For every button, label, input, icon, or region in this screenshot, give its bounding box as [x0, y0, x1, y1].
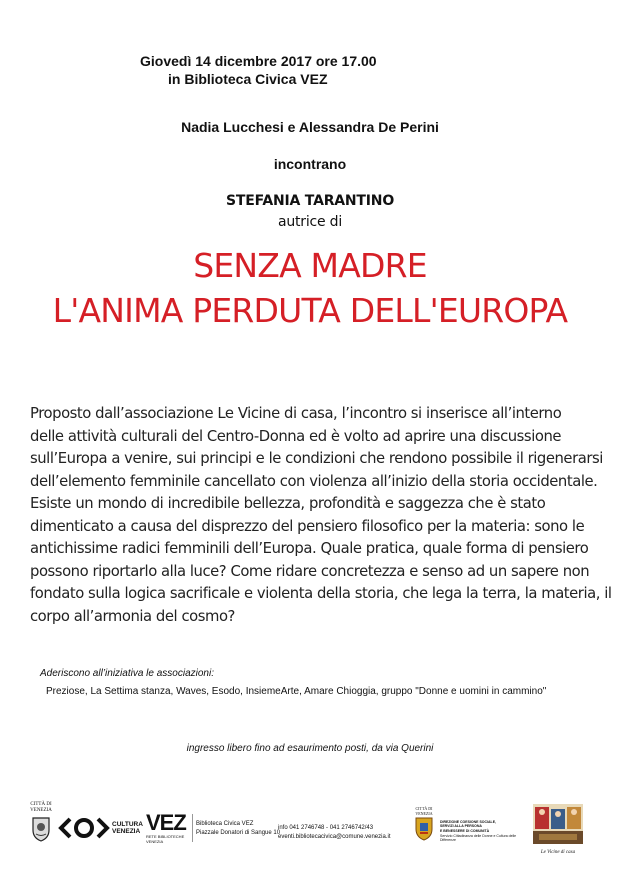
- meet-verb: incontrano: [273, 156, 347, 172]
- department-logo: [412, 806, 524, 850]
- library-contacts: [278, 824, 390, 842]
- description-line: dimenticato a causa del disprezzo del pensiero filosofico per la materia: sono le: [30, 517, 585, 535]
- library-email: eventi.bibliotecacivica@comune.venezia.it: [278, 834, 391, 840]
- cultura-logo-text: CULTURA VENEZIA: [112, 821, 143, 835]
- vez-logo: [146, 812, 190, 844]
- speaker-name: STEFANIA TARANTINO: [225, 193, 395, 209]
- description-line: fondato sulla logica sacrificale e violenta della storia, che lega la terra, la materia, il: [30, 585, 612, 602]
- department-line4: Servizio Cittadinanza delle Donne e Cultura delle Differenze: [440, 833, 517, 843]
- event-date: Giovedì 14 dicembre 2017 ore 17.00: [140, 53, 377, 69]
- vicine-caption: Le Vicine di casa: [540, 850, 576, 855]
- library-address-line1: Biblioteca Civica VEZ: [196, 821, 254, 827]
- department-crest-icon: [414, 817, 434, 841]
- library-address: [196, 820, 280, 838]
- description-line: Proposto dall’associazione Le Vicine di casa, l’incontro si inserisce all’interno: [30, 405, 562, 422]
- city-logo: [30, 802, 52, 847]
- description-line: corpo all’armonia del cosmo?: [30, 607, 235, 625]
- city-logo-text: CITTÀ DI VENEZIA: [30, 802, 52, 813]
- department-name: [440, 820, 524, 842]
- department-line2: SERVIZI ALLA PERSONA: [440, 824, 482, 829]
- description-line: antichissime radici femminili dell’Europa. Quale pratica, quale forma di pensiero: [30, 540, 589, 557]
- book-title: [0, 243, 620, 333]
- vez-logo-subtext: RETE BIBLIOTECHE VENEZIA: [146, 834, 185, 844]
- hosts: Nadia Lucchesi e Alessandra De Perini: [181, 119, 439, 135]
- library-address-line2: Piazzale Donatori di Sangue 10: [196, 830, 281, 836]
- event-date-block: [140, 52, 377, 88]
- speaker-role: autrice di: [277, 214, 343, 230]
- vez-logo-text: VEZ: [146, 810, 186, 835]
- department-line3: E BENESSERE DI COMUNITÀ: [440, 828, 490, 833]
- department-line1: DIREZIONE COESIONE SOCIALE,: [440, 820, 497, 824]
- description-line: possono riportarlo alla luce? Come ridare concretezza e senso ad un sapere non: [30, 562, 590, 580]
- footer: [0, 798, 620, 858]
- description-line: dell’elemento femminile cancellato con violenza all’inizio della storia occidentale.: [30, 472, 598, 490]
- city-crest-icon: [30, 816, 52, 842]
- library-phone: info 041 2746748 - 041 2746742/43: [278, 825, 374, 831]
- book-title-line1: SENZA MADRE: [193, 246, 427, 285]
- vicine-painting-icon: [533, 804, 583, 844]
- description-line: Esiste un mondo di incredibile bellezza, profondità e saggezza che è stato: [30, 495, 546, 512]
- footer-divider: [192, 814, 193, 842]
- book-title-line2: L'ANIMA PERDUTA DELL'EUROPA: [52, 291, 568, 330]
- cultura-logo: [58, 816, 143, 840]
- associations-list: Preziose, La Settima stanza, Waves, Esodo, InsiemeArte, Amare Chioggia, gruppo "Donne e uomini in cammino": [46, 686, 547, 697]
- description: [30, 403, 612, 628]
- cultura-brackets-icon: [58, 816, 110, 840]
- department-city-text: CITTÀ DI VENEZIA: [415, 806, 433, 816]
- description-line: delle attività culturali del Centro-Donna ed è volto ad aprire una discussione: [30, 427, 562, 445]
- vicine-logo: [533, 804, 583, 855]
- associations-label: Aderiscono all’iniziativa le associazioni:: [40, 668, 214, 679]
- event-place: in Biblioteca Civica VEZ: [168, 71, 328, 87]
- description-line: sull’Europa a venire, sui principi e le condizioni che rendono possibile il rigenerarsi: [30, 450, 603, 467]
- entry-note: ingresso libero fino ad esaurimento posti, da via Querini: [186, 743, 434, 754]
